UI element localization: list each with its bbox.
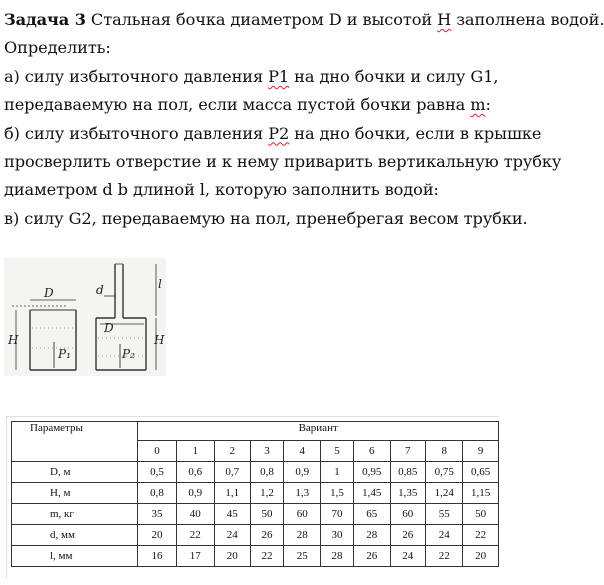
table-cell: 35 bbox=[138, 504, 176, 525]
problem-statement bbox=[4, 6, 604, 233]
problem-line-7: диаметром d b длиной l, которую заполнить водой: bbox=[4, 180, 439, 200]
table-cell: 24 bbox=[390, 546, 426, 567]
label-d: d bbox=[96, 283, 104, 297]
variant-cell: 4 bbox=[284, 441, 321, 462]
label-H-left: H bbox=[8, 333, 19, 347]
row-label: m, кг bbox=[12, 504, 138, 525]
table-cell: 0,85 bbox=[390, 462, 426, 483]
table-cell: 1 bbox=[321, 462, 354, 483]
label-P2: P₂ bbox=[122, 347, 135, 361]
variant-cell: 3 bbox=[250, 441, 284, 462]
table-cell: 70 bbox=[321, 504, 354, 525]
barrel-diagram-svg bbox=[4, 258, 166, 376]
table-cell: 0,8 bbox=[138, 483, 176, 504]
table-cell: 20 bbox=[214, 546, 250, 567]
table-cell: 65 bbox=[354, 504, 390, 525]
table-cell: 26 bbox=[250, 525, 284, 546]
table-row bbox=[12, 546, 499, 567]
variant-cell: 1 bbox=[176, 441, 214, 462]
table-cell: 16 bbox=[138, 546, 176, 567]
table-cell: 22 bbox=[250, 546, 284, 567]
problem-line-5: б) силу избыточного давления Р2 на дно бочки, если в крышке bbox=[4, 123, 542, 143]
table-cell: 28 bbox=[284, 525, 321, 546]
row-label: D, м bbox=[12, 462, 138, 483]
variant-cell: 9 bbox=[463, 441, 499, 462]
problem-line-4: передаваемую на пол, если масса пустой бочки равна m: bbox=[4, 95, 491, 115]
problem-line-6: просверлить отверстие и к нему приварить вертикальную трубку bbox=[4, 152, 562, 172]
params-header: Параметры bbox=[12, 422, 138, 462]
label-l: l bbox=[158, 277, 162, 291]
table-cell: 45 bbox=[214, 504, 250, 525]
figure-background bbox=[4, 258, 166, 376]
label-P1: P₁ bbox=[58, 347, 71, 361]
table-cell: 0,8 bbox=[250, 462, 284, 483]
table-row bbox=[12, 504, 499, 525]
variant-cell: 6 bbox=[354, 441, 390, 462]
params-table-frame bbox=[6, 416, 499, 579]
table-cell: 1,5 bbox=[321, 483, 354, 504]
table-cell: 26 bbox=[390, 525, 426, 546]
variant-cell: 5 bbox=[321, 441, 354, 462]
label-D-right: D bbox=[104, 321, 114, 335]
table-cell: 60 bbox=[284, 504, 321, 525]
variant-cell: 0 bbox=[138, 441, 176, 462]
spell-marked-H: Н bbox=[437, 10, 452, 29]
row-label: H, м bbox=[12, 483, 138, 504]
table-cell: 26 bbox=[354, 546, 390, 567]
label-D-left: D bbox=[44, 286, 54, 300]
table-cell: 0,7 bbox=[214, 462, 250, 483]
table-cell: 60 bbox=[390, 504, 426, 525]
variant-cell: 8 bbox=[426, 441, 463, 462]
table-cell: 22 bbox=[426, 546, 463, 567]
table-cell: 22 bbox=[463, 525, 499, 546]
table-cell: 1,24 bbox=[426, 483, 463, 504]
problem-line-3: а) силу избыточного давления Р1 на дно бочки и силу G1, bbox=[4, 66, 499, 86]
table-cell: 1,15 bbox=[463, 483, 499, 504]
table-cell: 1,1 bbox=[214, 483, 250, 504]
table-row bbox=[12, 462, 499, 483]
row-label: d, мм bbox=[12, 525, 138, 546]
table-cell: 0,5 bbox=[138, 462, 176, 483]
variant-cell: 2 bbox=[214, 441, 250, 462]
table-cell: 55 bbox=[426, 504, 463, 525]
table-row bbox=[12, 483, 499, 504]
table-cell: 0,9 bbox=[284, 462, 321, 483]
table-cell: 1,45 bbox=[354, 483, 390, 504]
problem-line-1: Задача 3 Стальная бочка диаметром D и высотой Н заполнена водой. bbox=[4, 10, 604, 29]
table-cell: 0,6 bbox=[176, 462, 214, 483]
variant-cell: 7 bbox=[390, 441, 426, 462]
table-cell: 28 bbox=[354, 525, 390, 546]
problem-line-2: Определить: bbox=[4, 38, 111, 58]
table-cell: 24 bbox=[426, 525, 463, 546]
table-cell: 20 bbox=[463, 546, 499, 567]
table-cell: 50 bbox=[250, 504, 284, 525]
table-header-row bbox=[12, 422, 499, 441]
label-H-right: H bbox=[154, 333, 165, 347]
barrel-diagram bbox=[4, 258, 166, 376]
table-cell: 30 bbox=[321, 525, 354, 546]
table-cell: 25 bbox=[284, 546, 321, 567]
table-cell: 50 bbox=[463, 504, 499, 525]
spell-marked-P2: Р2 bbox=[268, 123, 290, 143]
table-cell: 22 bbox=[176, 525, 214, 546]
table-cell: 24 bbox=[214, 525, 250, 546]
spell-marked-m: m bbox=[470, 95, 486, 115]
problem-line-8: в) силу G2, передаваемую на пол, пренебрегая весом трубки. bbox=[4, 208, 528, 228]
spell-marked-P1: Р1 bbox=[268, 66, 290, 86]
table-cell: 17 bbox=[176, 546, 214, 567]
table-cell: 0,75 bbox=[426, 462, 463, 483]
row-label: l, мм bbox=[12, 546, 138, 567]
table-cell: 1,3 bbox=[284, 483, 321, 504]
params-table bbox=[11, 421, 499, 567]
table-row bbox=[12, 525, 499, 546]
table-cell: 28 bbox=[321, 546, 354, 567]
table-cell: 0,9 bbox=[176, 483, 214, 504]
table-cell: 0,65 bbox=[463, 462, 499, 483]
table-cell: 1,2 bbox=[250, 483, 284, 504]
table-cell: 0,95 bbox=[354, 462, 390, 483]
table-cell: 1,35 bbox=[390, 483, 426, 504]
table-cell: 20 bbox=[138, 525, 176, 546]
variant-header: Вариант bbox=[138, 422, 499, 441]
problem-title: Задача 3 bbox=[4, 10, 86, 29]
table-cell: 40 bbox=[176, 504, 214, 525]
